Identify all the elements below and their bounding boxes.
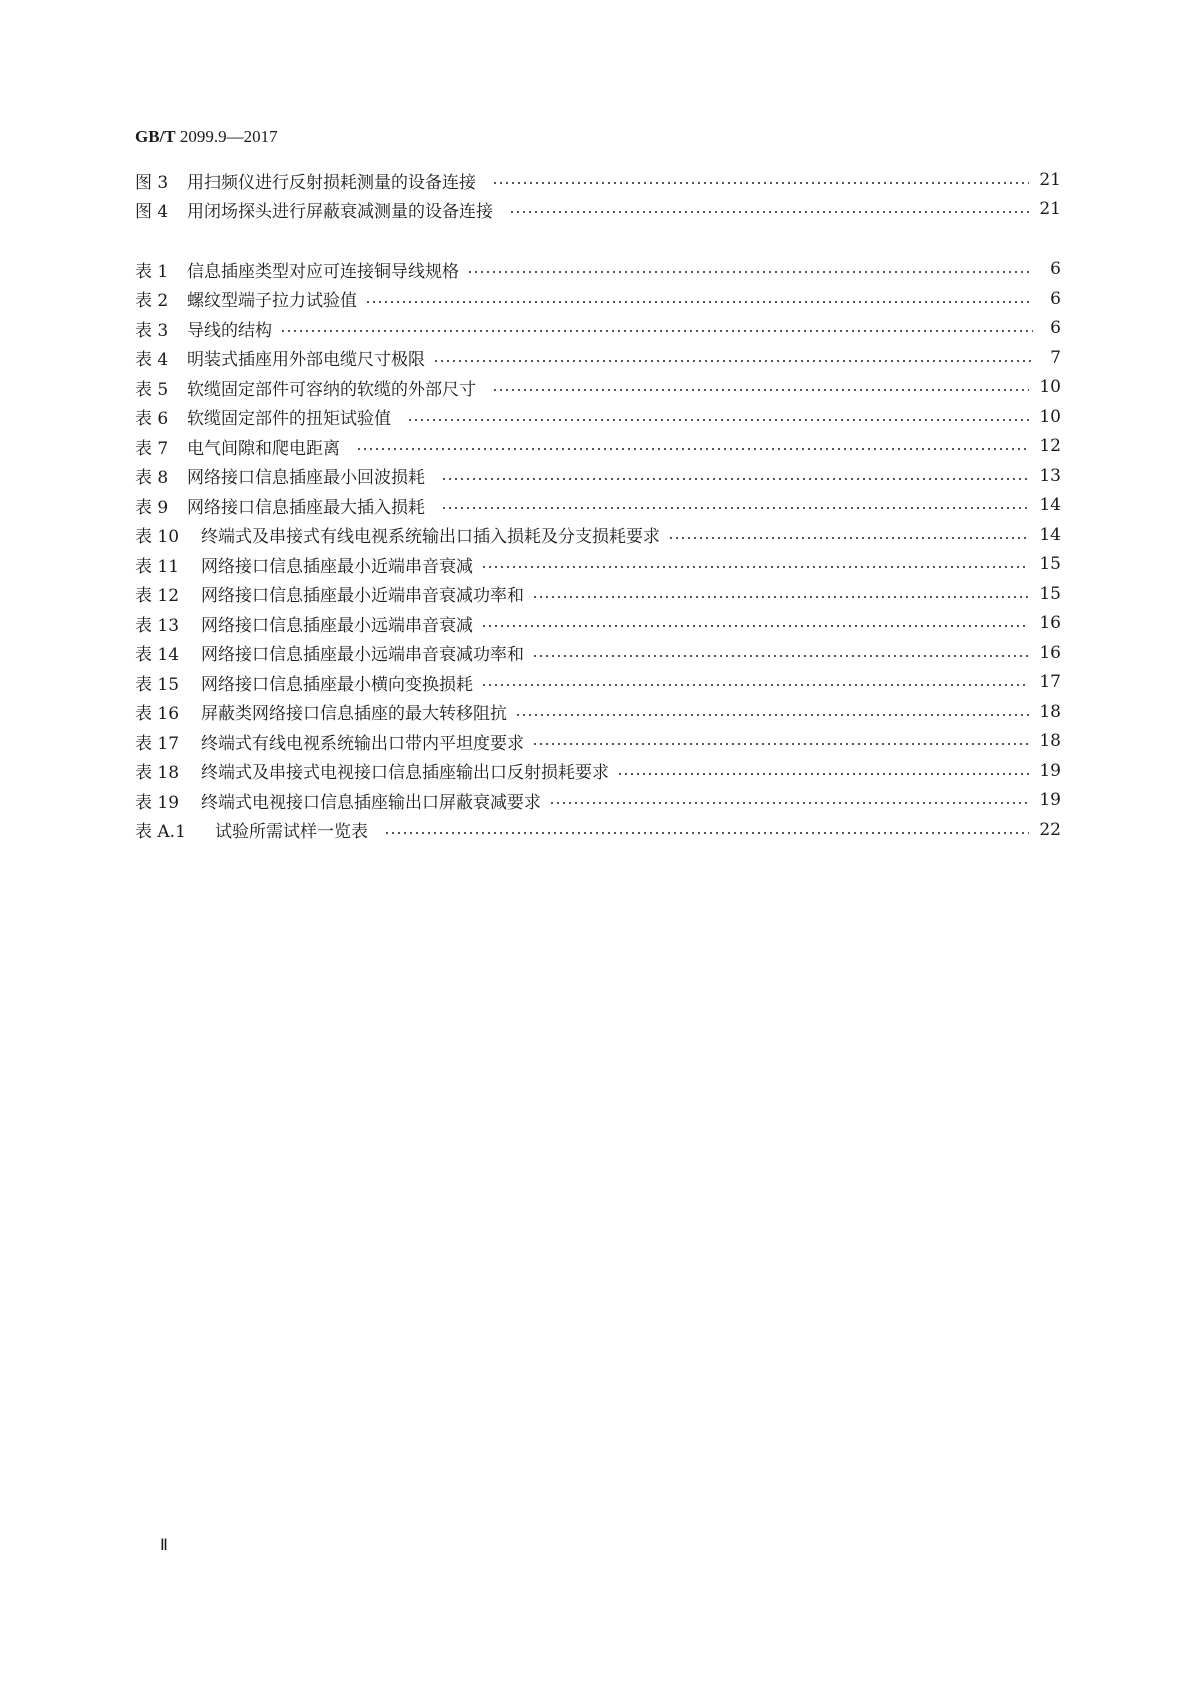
standard-prefix: GB/T: [135, 127, 176, 146]
dot-leader: [549, 802, 1029, 804]
toc-title: 电气间隙和爬电距离: [187, 438, 340, 459]
toc-page: 10: [1039, 377, 1061, 397]
toc-label: 表 8: [135, 468, 169, 488]
toc-page: 7: [1050, 347, 1061, 368]
toc-entry-table-15[interactable]: [135, 669, 1061, 695]
toc-entry-table-3[interactable]: [135, 315, 1061, 341]
page-number: Ⅱ: [160, 1537, 168, 1554]
toc-page: 16: [1039, 613, 1061, 633]
toc-label: 表 5: [135, 379, 169, 400]
toc-label: 表 10: [135, 527, 180, 547]
toc-title: 螺纹型端子拉力试验值: [187, 291, 357, 311]
toc-label: 表 3: [135, 320, 169, 341]
toc-entry-table-1[interactable]: [135, 256, 1061, 282]
toc-page: 6: [1050, 318, 1061, 338]
dot-leader: [407, 419, 1029, 421]
toc-entry-table-12[interactable]: [135, 581, 1061, 607]
dot-leader: [356, 448, 1029, 450]
toc-label: 表 6: [135, 409, 169, 429]
toc-title: 网络接口信息插座最小横向变换损耗: [201, 674, 473, 695]
toc-page: 15: [1039, 583, 1061, 604]
toc-page: 16: [1039, 642, 1061, 663]
toc-title: 软缆固定部件的扭矩试验值: [187, 409, 391, 429]
toc-title: 软缆固定部件可容纳的软缆的外部尺寸: [187, 379, 476, 400]
dot-leader: [492, 182, 1029, 184]
toc-title: 网络接口信息插座最小近端串音衰减: [201, 556, 473, 577]
toc-page: 18: [1039, 731, 1061, 751]
toc-entry-table-9[interactable]: [135, 492, 1061, 518]
toc-label: 表 11: [135, 556, 180, 577]
toc-entry-figure-3[interactable]: [135, 167, 1061, 193]
toc-title: 终端式电视接口信息插座输出口屏蔽衰减要求: [201, 792, 541, 813]
toc-page: 19: [1039, 760, 1061, 781]
toc-entry-table-a1[interactable]: [135, 817, 1061, 843]
dot-leader: [280, 330, 1033, 332]
dot-leader: [441, 507, 1029, 509]
toc-label: 图 4: [135, 201, 169, 222]
toc-title: 用扫频仪进行反射损耗测量的设备连接: [187, 172, 476, 193]
toc-entry-table-19[interactable]: [135, 787, 1061, 813]
toc-title: 终端式及串接式电视接口信息插座输出口反射损耗要求: [201, 763, 609, 783]
dot-leader: [509, 211, 1029, 213]
standard-code: [135, 127, 278, 147]
toc-entry-table-10[interactable]: [135, 522, 1061, 548]
toc-entry-figure-4[interactable]: [135, 196, 1061, 222]
toc-label: 表 18: [135, 763, 180, 783]
dot-leader: [532, 743, 1029, 745]
toc-page: 17: [1039, 672, 1061, 692]
toc-title: 用闭场探头进行屏蔽衰减测量的设备连接: [187, 201, 493, 222]
toc-title: 试验所需试样一览表: [215, 822, 368, 842]
toc-entry-table-17[interactable]: [135, 728, 1061, 754]
toc-label: 表 14: [135, 645, 180, 665]
toc-page: 19: [1039, 790, 1061, 810]
toc-title: 网络接口信息插座最小近端串音衰减功率和: [201, 586, 524, 606]
toc-label: 表 17: [135, 733, 180, 754]
toc-entry-table-5[interactable]: [135, 374, 1061, 400]
toc-title: 终端式及串接式有线电视系统输出口插入损耗及分支损耗要求: [201, 527, 660, 547]
toc-entry-table-4[interactable]: [135, 345, 1061, 371]
toc-entry-table-6[interactable]: [135, 404, 1061, 430]
toc-label: 表 15: [135, 674, 180, 695]
dot-leader: [492, 389, 1029, 391]
dot-leader: [481, 625, 1029, 627]
toc-entry-table-2[interactable]: [135, 286, 1061, 312]
toc-label: 表 12: [135, 586, 180, 606]
toc-label: 表 16: [135, 704, 180, 724]
toc-entry-table-16[interactable]: [135, 699, 1061, 725]
dot-leader: [532, 655, 1029, 657]
dot-leader: [384, 832, 1029, 834]
toc-label: 表 19: [135, 792, 180, 813]
dot-leader: [532, 596, 1029, 598]
dot-leader: [441, 478, 1029, 480]
toc-title: 网络接口信息插座最小远端串音衰减功率和: [201, 645, 524, 665]
toc-page: 12: [1039, 436, 1061, 456]
toc-title: 网络接口信息插座最小回波损耗: [187, 468, 425, 488]
standard-number: 2099.9—2017: [175, 127, 278, 146]
toc-page: 21: [1039, 199, 1061, 219]
toc-label: 表 7: [135, 438, 169, 459]
toc-page: 10: [1039, 406, 1061, 427]
toc-title: 屏蔽类网络接口信息插座的最大转移阻抗: [201, 704, 507, 724]
toc-page: 6: [1050, 288, 1061, 309]
dot-leader: [515, 714, 1029, 716]
toc-page: 6: [1050, 259, 1061, 279]
toc-label: 表 4: [135, 350, 169, 370]
toc-label: 表 2: [135, 291, 169, 311]
dot-leader: [617, 773, 1029, 775]
toc-entry-table-13[interactable]: [135, 610, 1061, 636]
dot-leader: [481, 566, 1029, 568]
toc-entry-table-18[interactable]: [135, 758, 1061, 784]
toc-label: 表 1: [135, 261, 169, 282]
toc-page: 21: [1039, 170, 1061, 190]
dot-leader: [433, 360, 1033, 362]
toc-entry-table-8[interactable]: [135, 463, 1061, 489]
toc-page: 22: [1039, 819, 1061, 840]
toc-title: 终端式有线电视系统输出口带内平坦度要求: [201, 733, 524, 754]
toc-title: 明装式插座用外部电缆尺寸极限: [187, 350, 425, 370]
toc-entry-table-11[interactable]: [135, 551, 1061, 577]
toc-title: 导线的结构: [187, 320, 272, 341]
toc-title: 信息插座类型对应可连接铜导线规格: [187, 261, 459, 282]
toc-page: 15: [1039, 554, 1061, 574]
toc-title: 网络接口信息插座最小远端串音衰减: [201, 615, 473, 636]
toc-label: 图 3: [135, 172, 169, 193]
toc-page: 14: [1039, 495, 1061, 515]
toc-label: 表 13: [135, 615, 180, 636]
toc-entry-table-7[interactable]: [135, 433, 1061, 459]
toc-entry-table-14[interactable]: [135, 640, 1061, 666]
dot-leader: [668, 537, 1029, 539]
dot-leader: [481, 684, 1029, 686]
dot-leader: [467, 271, 1033, 273]
toc-label: 表 9: [135, 497, 169, 518]
toc-page: 18: [1039, 701, 1061, 722]
toc-title: 网络接口信息插座最大插入损耗: [187, 497, 425, 518]
toc-label: 表 A.1: [135, 822, 186, 842]
dot-leader: [365, 301, 1033, 303]
toc-page: 13: [1039, 465, 1061, 486]
toc-page: 14: [1039, 524, 1061, 545]
